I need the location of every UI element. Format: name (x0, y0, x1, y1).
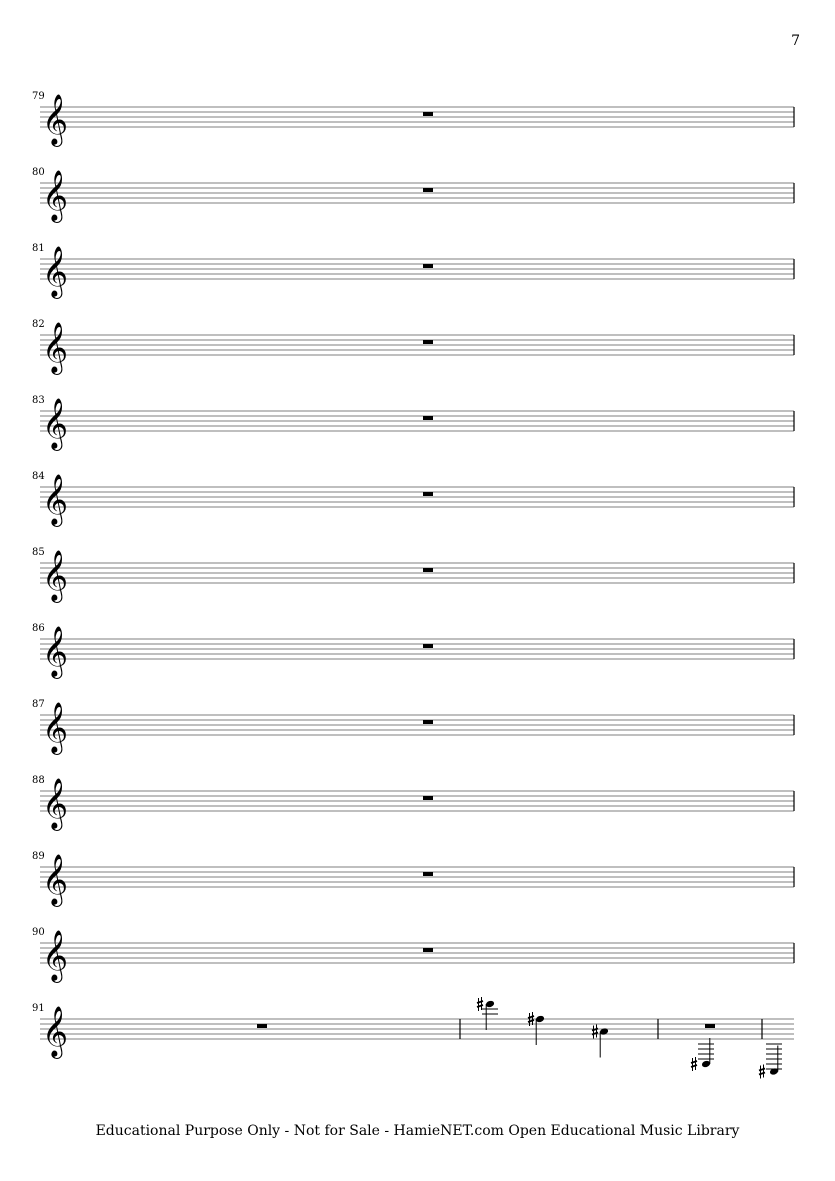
whole-rest (257, 1024, 267, 1028)
sharp-icon (592, 1025, 598, 1039)
measure-number: 79 (32, 91, 45, 102)
whole-rest (423, 340, 433, 344)
treble-clef-icon: 𝄞 (42, 1006, 69, 1057)
measure-number: 82 (32, 319, 45, 330)
staff-system (32, 91, 794, 147)
measure-number: 91 (32, 1003, 45, 1014)
treble-clef-icon: 𝄞 (42, 626, 69, 677)
whole-rest (423, 416, 433, 420)
staff-system (32, 927, 794, 983)
whole-rest (423, 112, 433, 116)
whole-rest (423, 644, 433, 648)
measure-number: 90 (32, 927, 45, 938)
staff-system (32, 699, 794, 755)
staff-system (32, 471, 794, 527)
measure-number: 84 (32, 471, 45, 482)
treble-clef-icon: 𝄞 (42, 854, 69, 905)
quarter-note (599, 1027, 609, 1057)
sharp-icon (759, 1065, 765, 1079)
treble-clef-icon: 𝄞 (42, 702, 69, 753)
whole-rest (423, 568, 433, 572)
quarter-note (769, 1046, 779, 1076)
measure-number: 81 (32, 243, 45, 254)
measure-number: 86 (32, 623, 45, 634)
whole-rest (423, 720, 433, 724)
sharp-icon (691, 1057, 697, 1071)
footer-copyright: Educational Purpose Only - Not for Sale - HamieNET.com Open Educational Music Library (95, 1123, 740, 1139)
staff-system (32, 395, 794, 451)
treble-clef-icon: 𝄞 (42, 246, 69, 297)
staff-system (32, 851, 794, 907)
quarter-note (701, 1038, 711, 1068)
whole-rest (423, 796, 433, 800)
treble-clef-icon: 𝄞 (42, 398, 69, 449)
treble-clef-icon: 𝄞 (42, 550, 69, 601)
staff-system (32, 775, 794, 831)
whole-rest (423, 872, 433, 876)
measure-number: 83 (32, 395, 45, 406)
quarter-note (485, 1000, 495, 1030)
whole-rest (423, 948, 433, 952)
measure-number: 85 (32, 547, 45, 558)
whole-rest (423, 188, 433, 192)
staff-system (32, 547, 794, 603)
quarter-note (535, 1015, 545, 1045)
whole-rest (423, 264, 433, 268)
measure-number: 87 (32, 699, 45, 710)
treble-clef-icon: 𝄞 (42, 778, 69, 829)
staff-system (32, 997, 794, 1079)
page-number: 7 (791, 33, 800, 49)
whole-rest (705, 1024, 715, 1028)
treble-clef-icon: 𝄞 (42, 170, 69, 221)
treble-clef-icon: 𝄞 (42, 930, 69, 981)
treble-clef-icon: 𝄞 (42, 474, 69, 525)
staff-system (32, 243, 794, 299)
measure-number: 80 (32, 167, 45, 178)
whole-rest (423, 492, 433, 496)
staff-system (32, 623, 794, 679)
measure-number: 89 (32, 851, 45, 862)
measure-number: 88 (32, 775, 45, 786)
treble-clef-icon: 𝄞 (42, 322, 69, 373)
staff-system (32, 167, 794, 223)
staff-system (32, 319, 794, 375)
treble-clef-icon: 𝄞 (42, 94, 69, 145)
